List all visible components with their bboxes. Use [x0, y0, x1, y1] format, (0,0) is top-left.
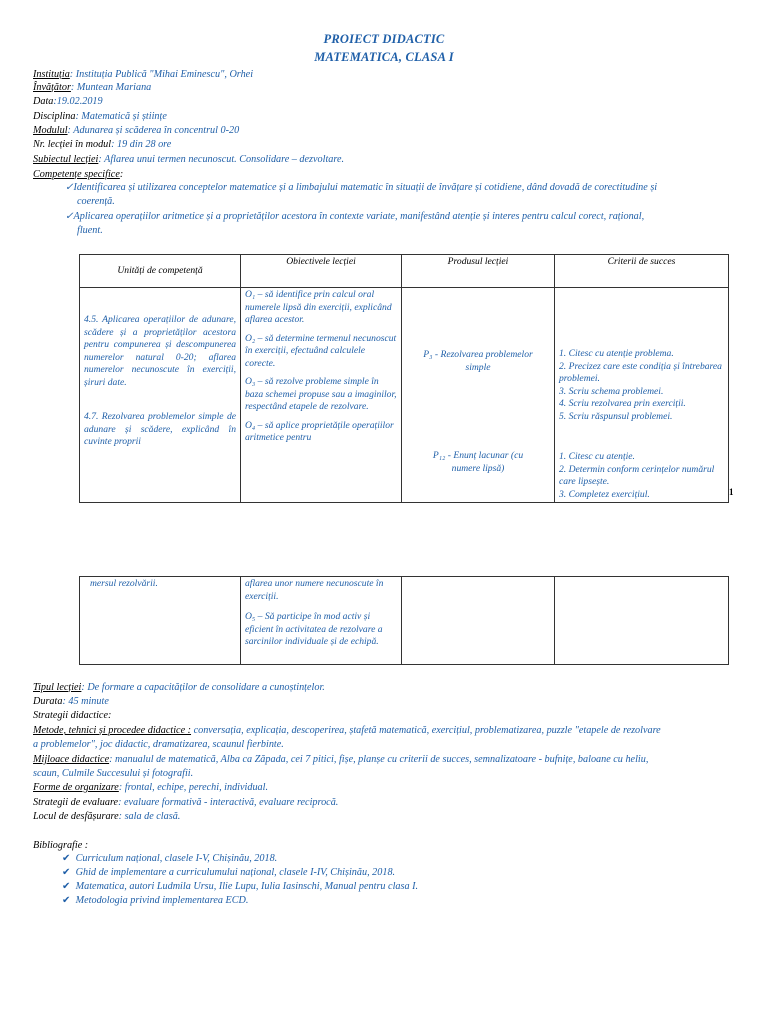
- units-cell: mersul rezolvării.: [80, 577, 241, 665]
- detail-organization: Forme de organizare: frontal, echipe, perechi, individual.: [33, 782, 269, 793]
- page-number: 1: [729, 487, 734, 497]
- criteria-cell: [555, 577, 729, 665]
- info-line-lesson-number: Nr. lecției în modul: 19 din 28 ore: [33, 139, 172, 150]
- detail-methods: Metode, tehnici și procedee didactice : conversația, explicația, descoperirea, ștafetă matematică, exercițiul, problematizarea, puzzle "etapele de rezolvare: [33, 725, 661, 736]
- header-cell: Produsul lecției: [402, 255, 555, 288]
- objectives-cell: O₁ – să identifice prin calcul oral numerele lipsă din exerciții, explicând aflarea acestor. O₂ – să determine termenul necunoscut în exerciții, efectuând calculele corecte. O₃ – să rezolve probleme simple în baza schemei propuse sau a imaginilor, respectând etapele de rezolvare. O₄ – să aplice proprietățile operațiilor aritmetice pentru: [241, 288, 402, 503]
- info-line-teacher: Învățător: Muntean Mariana: [33, 82, 152, 93]
- info-line-discipline: Disciplina: Matematică și științe: [33, 111, 167, 122]
- header-cell: Criterii de succes: [555, 255, 729, 288]
- units-cell: 4.5. Aplicarea operațiilor de adunare, scădere și a proprietăților acestora pentru compunerea și descompunerea numerelor natural 0-20; aflarea numerelor necunoscute în exerciții, șiruri date. 4.7. Rezolvarea problemelor simple de adunare și scădere, explicând în cuvinte proprii: [80, 288, 241, 503]
- products-cell: [402, 577, 555, 665]
- bibliography-item: ✔ Metodologia privind implementarea ECD.: [62, 895, 249, 906]
- competence-item: ✓Aplicarea operațiilor aritmetice și a proprietăților acestora în contexte variate, manifestând atenție și interes pentru calcul corect, rațional, fluent.: [65, 211, 645, 236]
- bibliography-item: ✔ Curriculum național, clasele I-V, Chișinău, 2018.: [62, 853, 278, 864]
- detail-methods-cont: a problemelor", joc didactic, dramatizarea, scaunul fierbinte.: [33, 739, 284, 750]
- info-line-module: Modulul: Adunarea și scăderea în concentrul 0-20: [33, 125, 240, 136]
- lesson-table: [79, 254, 729, 503]
- header-cell: Unități de competență: [80, 255, 241, 288]
- criteria-cell: 1. Citesc cu atenție problema. 2. Precizez care este condiția și întrebarea problemei. 3. Scriu schema problemei. 4. Scriu rezolvarea prin exerciții. 5. Scriu răspunsul problemei. 1. Citesc cu atenție. 2. Determin conform cerințelor numărul care lipsește. 3. Completez exercițiul.: [555, 288, 729, 503]
- table-row: [80, 288, 729, 503]
- detail-evaluation: Strategii de evaluare: evaluare formativă - interactivă, evaluare reciprocă.: [33, 797, 339, 808]
- info-line-date: Data:19.02.2019: [33, 96, 103, 107]
- competence-item: ✓Identificarea și utilizarea conceptelor matematice și a limbajului matematic în situații de învățare și cotidiene, dând dovadă de corectitudine și coerență.: [65, 182, 658, 207]
- detail-location: Locul de desfășurare: sala de clasă.: [33, 811, 181, 822]
- table-row: [80, 577, 729, 665]
- document-title: PROIECT DIDACTIC: [323, 32, 445, 46]
- info-line-competences: Competențe specifice:: [33, 169, 124, 180]
- header-cell: Obiectivele lecției: [241, 255, 402, 288]
- detail-strategies: Strategii didactice:: [33, 710, 112, 721]
- bibliography-item: ✔ Ghid de implementare a curriculumului național, clasele I-IV, Chișinău, 2018.: [62, 867, 396, 878]
- detail-means-cont: scaun, Culmile Succesului și fotografii.: [33, 768, 194, 779]
- products-cell: P₃ - Rezolvarea problemelor simple P₁₂ - Enunț lacunar (cu numere lipsă): [402, 288, 555, 503]
- document-subtitle: MATEMATICA, CLASA I: [314, 50, 454, 64]
- objectives-cell: aflarea unor numere necunoscute în exerciții. O₅ – Să participe în mod activ și eficient în activitatea de rezolvare a sarcinilor individuale și de echipă.: [241, 577, 402, 665]
- detail-duration: Durata: 45 minute: [33, 696, 109, 707]
- detail-lesson-type: Tipul lecției: De formare a capacităților de consolidare a cunoștințelor.: [33, 682, 325, 693]
- info-line-institution: Instituția: Instituția Publică "Mihai Eminescu", Orhei: [33, 69, 254, 80]
- bibliography-item: ✔ Matematica, autori Ludmila Ursu, Ilie Lupu, Iulia Iasinschi, Manual pentru clasa I.: [62, 881, 419, 892]
- lesson-table-continued: [79, 576, 729, 665]
- bibliography-heading: Bibliografie :: [33, 840, 89, 851]
- detail-means: Mijloace didactice: manualul de matematică, Alba ca Zăpada, cei 7 pitici, fișe, planșe cu criterii de succes, semnalizatoare - bufnițe, baloane cu heliu,: [33, 754, 649, 765]
- info-line-subject: Subiectul lecției: Aflarea unui termen necunoscut. Consolidare – dezvoltare.: [33, 154, 345, 165]
- table-header-row: [80, 255, 729, 288]
